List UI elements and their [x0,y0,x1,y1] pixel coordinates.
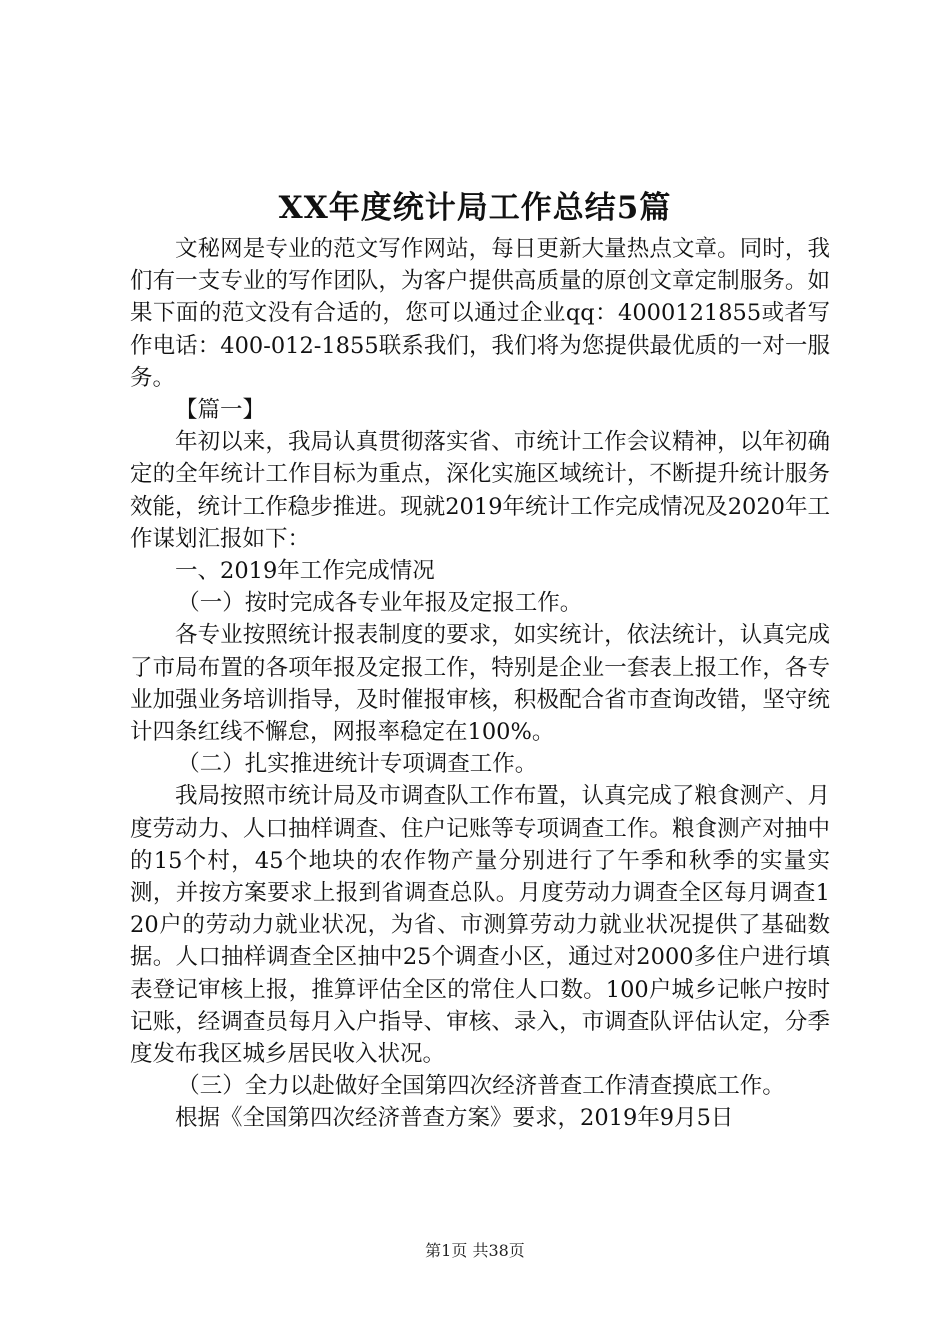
page-number-footer: 第1页 共38页 [425,1241,525,1260]
subheading-economic-census: （三）全力以赴做好全国第四次经济普查工作清查摸底工作。 [177,1073,785,1100]
document-body [130,233,830,1135]
paragraph-economic-census: 根据《全国第四次经济普查方案》要求，2019年9月5日 [175,1105,734,1132]
paragraph-special-surveys: 我局按照市统计局及市调查队工作布置，认真完成了粮食测产、月度劳动力、人口抽样调查、住户记账等专项调查工作。粮食测产对抽中的15个村，45个地块的农作物产量分别进行了午季和秋季的实量实测，并按方案要求上报到省调查总队。月度劳动力调查全区每月调查120户的劳动力就业状况，为省、市测算劳动力就业状况提供了基础数据。人口抽样调查全区抽中25个调查小区，通过对2000多住户进行填表登记审核上报，推算评估全区的常住人口数。100户城乡记帐户按时记账，经调查员每月入户指导、审核、录入，市调查队评估认定，分季度发布我区城乡居民收入状况。 [130,783,830,1068]
paragraph-opening: 年初以来，我局认真贯彻落实省、市统计工作会议精神，以年初确定的全年统计工作目标为重点，深化实施区域统计，不断提升统计服务效能，统计工作稳步推进。现就2019年统计工作完成情况及2020年工作谋划汇报如下： [130,429,830,552]
document-title: XX年度统计局工作总结5篇 [278,190,672,226]
section-heading-2019-completion: 一、2019年工作完成情况 [175,558,435,585]
paragraph-annual-reports: 各专业按照统计报表制度的要求，如实统计，依法统计，认真完成了市局布置的各项年报及定报工作，特别是企业一套表上报工作，各专业加强业务培训指导，及时催报审核，积极配合省市查询改错，坚守统计四条红线不懈怠，网报率稳定在100%。 [130,622,830,746]
section-heading-part-one: 【篇一】 [175,397,266,424]
subheading-special-surveys: （二）扎实推进统计专项调查工作。 [177,751,538,778]
paragraph-intro: 文秘网是专业的范文写作网站，每日更新大量热点文章。同时，我们有一支专业的写作团队，为客户提供高质量的原创文章定制服务。如果下面的范文没有合适的，您可以通过企业qq：4000121855或者写作电话：400-012-1855联系我们，我们将为您提供最优质的一对一服务。 [130,236,830,391]
subheading-annual-reports: （一）按时完成各专业年报及定报工作。 [177,590,583,617]
